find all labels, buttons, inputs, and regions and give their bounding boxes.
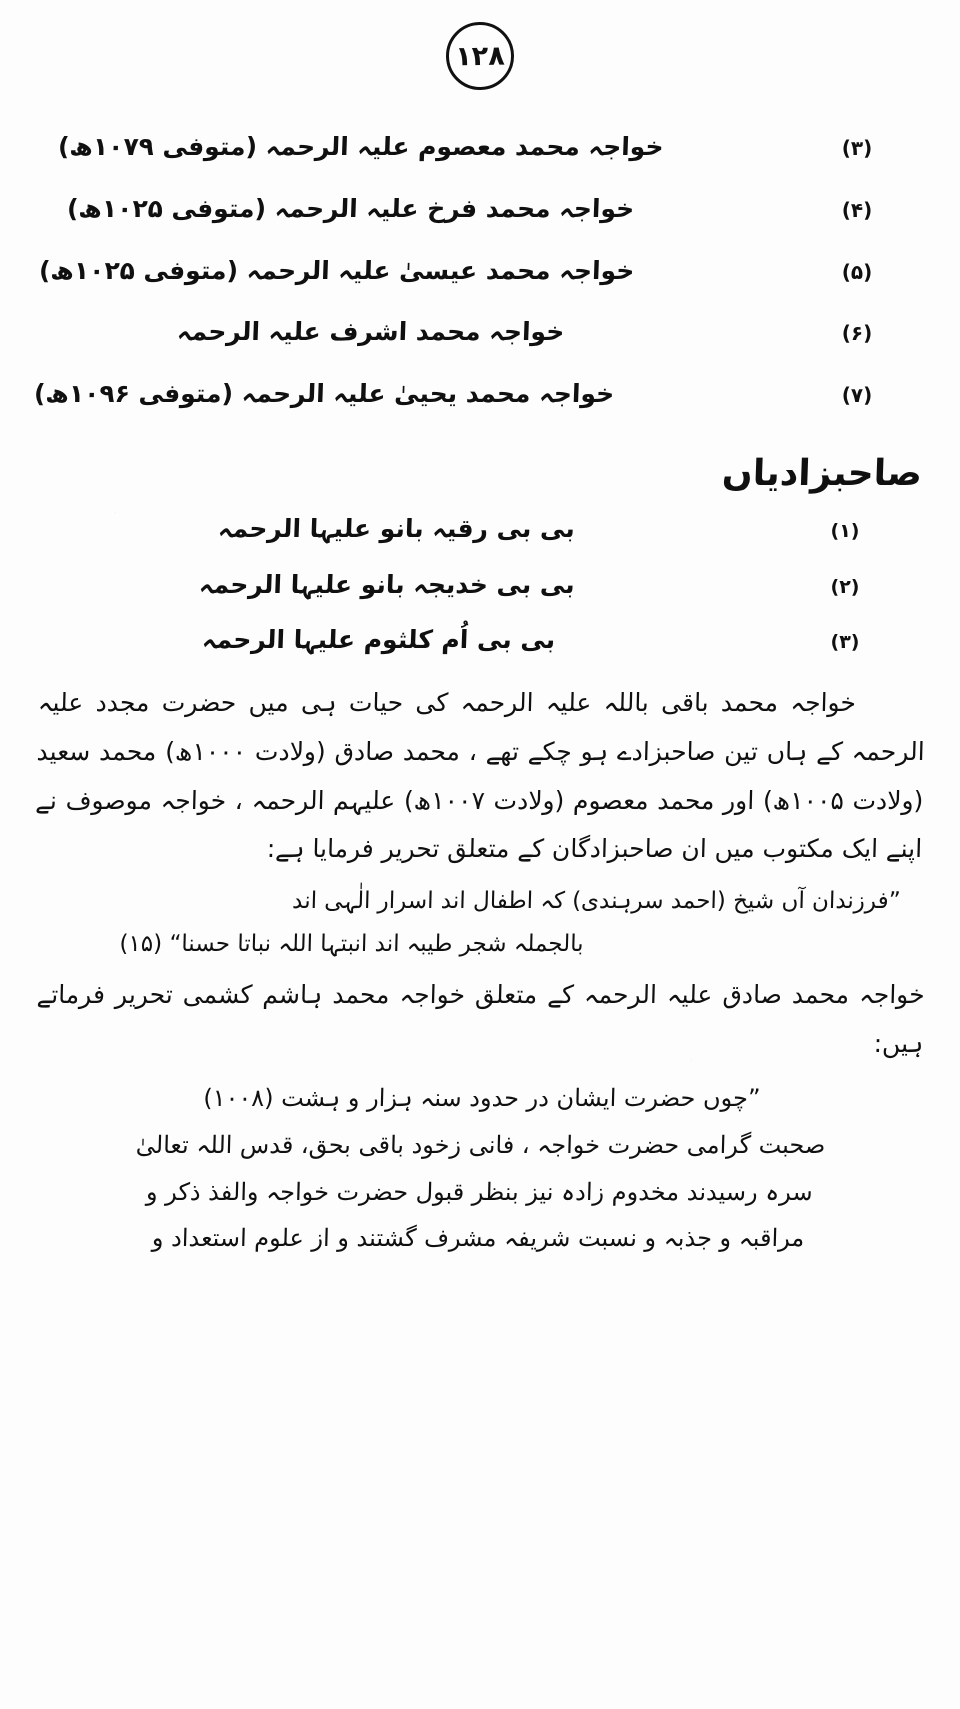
list-item-label: خواجہ محمد یحییٰ علیہ الرحمہ (متوفی ۱۰۹۶ھ) xyxy=(33,379,615,408)
section-heading-sahibzadian: صاحبزادیاں xyxy=(721,452,923,494)
quotation-1-line-2: بالجملہ شجر طیبہ اند انبتہا اللہ نباتا حسنا“ (۱۵) xyxy=(119,930,584,957)
quotation-2 xyxy=(58,1075,903,1262)
list-item-label: بی بی اُم کلثوم علیہا الرحمہ xyxy=(201,625,556,655)
list-item-number: (۵) xyxy=(841,259,873,284)
list-item xyxy=(30,568,930,602)
khulafa-list xyxy=(30,130,930,411)
list-item-number: (۲) xyxy=(830,575,860,598)
list-item xyxy=(30,377,930,411)
list-item-label: خواجہ محمد عیسیٰ علیہ الرحمہ (متوفی ۱۰۲۵ھ) xyxy=(38,255,635,285)
list-item xyxy=(30,512,930,546)
page-number: ۱۲۸ xyxy=(445,21,514,90)
quotation-2-line-1: ”چوں حضرت ایشان در حدود سنہ ہزار و ہشت (۱۰۰۸) xyxy=(202,1083,761,1112)
list-item-label: خواجہ محمد معصوم علیہ الرحمہ (متوفی ۱۰۷۹ھ) xyxy=(57,132,665,161)
body-paragraph-2: خواجہ محمد صادق علیہ الرحمہ کے متعلق خواجہ محمد ہاشم کشمی تحریر فرماتے ہیں: xyxy=(36,980,926,1058)
list-item-label: خواجہ محمد فرخ علیہ الرحمہ (متوفی ۱۰۲۵ھ) xyxy=(66,193,635,223)
list-item xyxy=(30,315,930,349)
list-item-label: خواجہ محمد اشرف علیہ الرحمہ xyxy=(176,317,565,347)
list-item-number: (۷) xyxy=(841,383,873,407)
page-number-container xyxy=(0,22,960,90)
list-item-label: بی بی رقیہ بانو علیہا الرحمہ xyxy=(217,513,576,543)
list-item xyxy=(30,623,930,657)
list-item xyxy=(30,254,930,288)
list-item-number: (۳) xyxy=(830,631,860,654)
list-item-number: (۶) xyxy=(841,321,873,346)
quotation-1-line-1: ”فرزندان آں شیخ (احمد سرہندی) کہ اطفال اند اسرار الٰہی اند xyxy=(291,888,901,914)
list-item-number: (۴) xyxy=(841,197,873,222)
list-item-number: (۱) xyxy=(830,519,860,542)
quotation-2-line-4: مراقبہ و جذبہ و نسبت شریفہ مشرف گشتند و از علوم استعداد و xyxy=(151,1223,805,1252)
list-item-label: بی بی خدیجہ بانو علیہا الرحمہ xyxy=(198,569,576,599)
quotation-2-line-3: سرہ رسیدند مخدوم زادہ نیز بنظر قبول حضرت خواجہ والفذ ذکر و xyxy=(145,1177,814,1206)
list-item xyxy=(30,130,930,164)
page-content xyxy=(30,130,930,1709)
list-item-number: (۳) xyxy=(841,136,873,160)
quotation-1 xyxy=(59,880,901,965)
sahibzadian-list xyxy=(30,512,930,657)
list-item xyxy=(30,192,930,226)
quotation-2-line-2: صحبت گرامی حضرت خواجہ ، فانی زخود باقی بحق، قدس اللہ تعالیٰ xyxy=(135,1130,826,1159)
body-paragraph-1: خواجہ محمد باقی باللہ علیہ الرحمہ کی حیات ہی میں حضرت مجدد علیہ الرحمہ کے ہاں تین صاحبزادے ہو چکے تھے ، محمد صادق (ولادت ۱۰۰۰ھ) محمد سعید (ولادت ۱۰۰۵ھ) اور محمد معصوم (ولادت ۱۰۰۷ھ) علیہم الرحمہ ، خواجہ موصوف نے اپنے ایک مکتوب میں ان صاحبزادگان کے متعلق تحریر فرمایا ہے: xyxy=(35,688,926,864)
